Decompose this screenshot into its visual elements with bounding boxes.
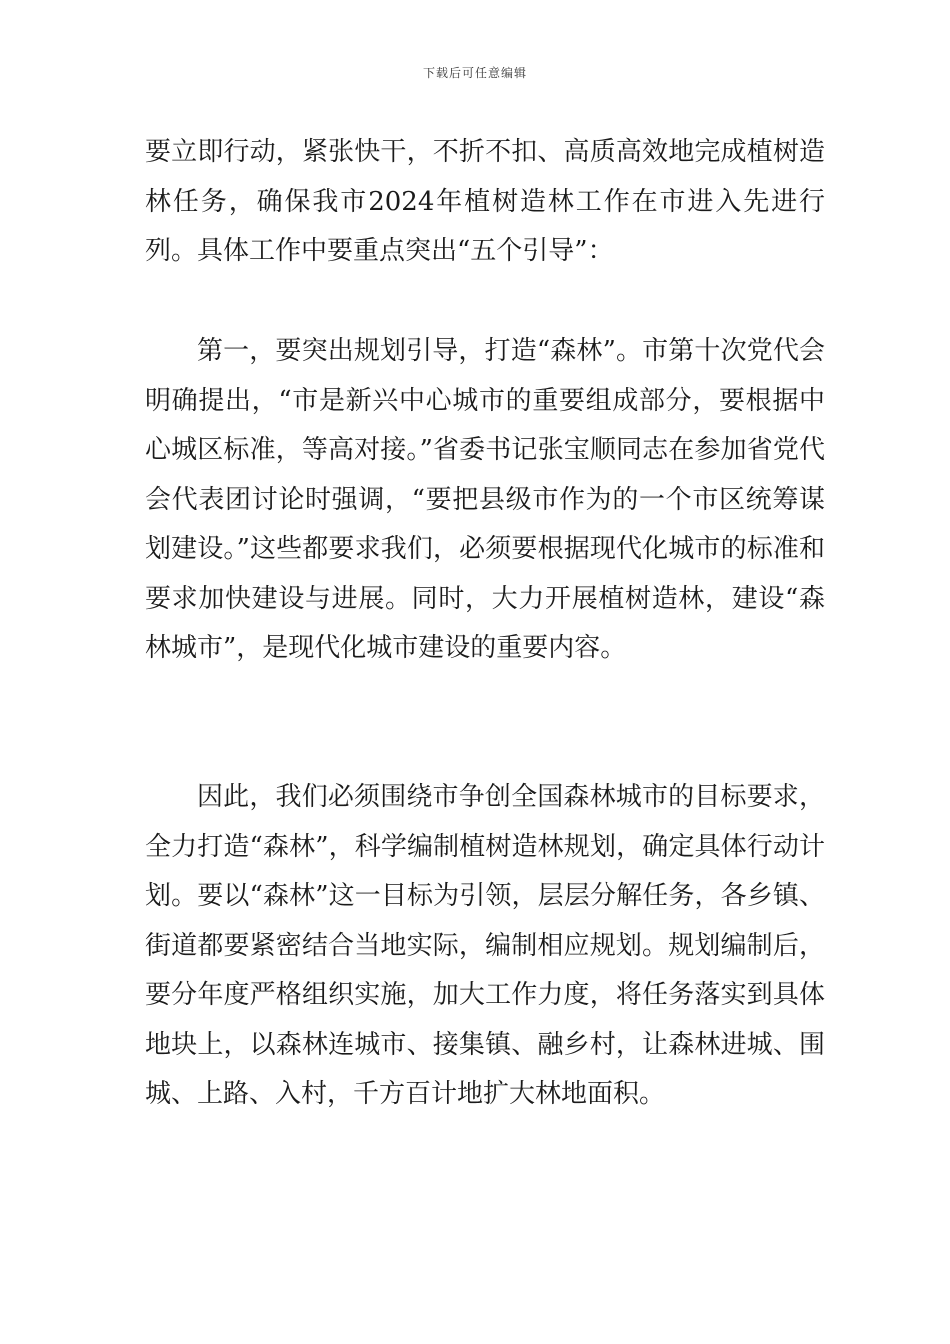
paragraph-1: 要立即行动，紧张快干，不折不扣、高质高效地完成植树造林任务，确保我市2024年植树造林工作在市进入先进行列。具体工作中要重点突出“五个引导”： [145,137,825,266]
header-note: 下载后可任意编辑 [422,66,527,80]
paragraph-3: 因此，我们必须围绕市争创全国森林城市的目标要求，全力打造“森林”，科学编制植树造林规划，确定具体行动计划。要以“森林”这一目标为引领，层层分解任务，各乡镇、街道都要紧密结合当地实际，编制相应规划。规划编制后，要分年度严格组织实施，加大工作力度，将任务落实到具体地块上，以森林连城市、接集镇、融乡村，让森林进城、围城、上路、入村，千方百计地扩大林地面积。 [145,782,825,1109]
paragraph-2: 第一，要突出规划引导，打造“森林”。市第十次党代会明确提出，“市是新兴中心城市的重要组成部分，要根据中心城区标准，等高对接。”省委书记张宝顺同志在参加省党代会代表团讨论时强调，“要把县级市作为的一个市区统筹谋划建设。”这些都要求我们，必须要根据现代化城市的标准和要求加快建设与进展。同时，大力开展植树造林，建设“森林城市”，是现代化城市建设的重要内容。 [145,336,825,663]
